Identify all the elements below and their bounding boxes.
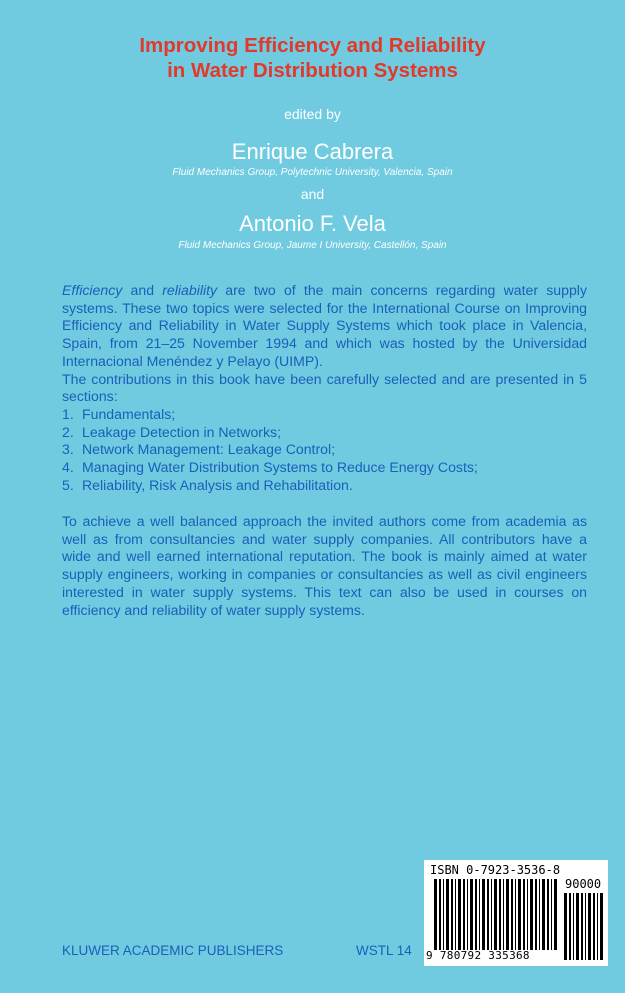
price-addon-digits: 90000 xyxy=(565,877,602,891)
contributions-paragraph: The contributions in this book have been carefully selected and are presented in 5 sections: xyxy=(62,370,587,405)
barcode-bar xyxy=(487,879,489,950)
barcode-bar xyxy=(458,879,461,950)
barcode-bar xyxy=(569,893,571,960)
barcode-bar xyxy=(585,893,586,960)
editor-affiliation-1: Fluid Mechanics Group, Polytechnic University, Valencia, Spain xyxy=(172,167,453,178)
barcode-bar xyxy=(554,879,557,950)
barcode-bar xyxy=(597,893,598,960)
list-item: 2. Leakage Detection in Networks; xyxy=(62,423,281,440)
intro-word-and: and xyxy=(130,282,155,298)
list-item: 3. Network Management: Leakage Control; xyxy=(62,441,336,458)
barcode-bar xyxy=(482,879,485,950)
series-code: WSTL 14 xyxy=(356,943,412,958)
barcode-bar xyxy=(511,879,513,950)
barcode-bar xyxy=(443,879,444,950)
list-item: 4. Managing Water Distribution Systems to Reduce Energy Costs; xyxy=(62,459,478,476)
ean-digits: 9 780792 335368 xyxy=(426,949,530,962)
editor-affiliation-2: Fluid Mechanics Group, Jaume I University, Castellón, Spain xyxy=(178,240,447,251)
barcode-bar xyxy=(530,879,533,950)
sections-list xyxy=(62,406,587,495)
barcode-bar xyxy=(523,879,525,950)
barcode-bar xyxy=(515,879,516,950)
barcode-bar xyxy=(547,879,549,950)
barcode-bar xyxy=(535,879,537,950)
barcode-bar xyxy=(494,879,497,950)
barcode xyxy=(424,860,608,966)
intro-word-reliability: reliability xyxy=(162,282,218,298)
intro-word-efficiency: Efficiency xyxy=(62,282,123,298)
barcode-bar xyxy=(470,879,473,950)
barcode-bar xyxy=(593,893,595,960)
barcode-bar xyxy=(455,879,456,950)
barcode-bar xyxy=(451,879,453,950)
list-item: 5. Reliability, Risk Analysis and Rehabilitation. xyxy=(62,476,353,493)
editor-name-2: Antonio F. Vela xyxy=(239,211,386,236)
barcode-bar xyxy=(564,893,567,960)
barcode-bar xyxy=(475,879,477,950)
barcode-bar xyxy=(499,879,501,950)
barcode-bar xyxy=(539,879,540,950)
barcode-bar xyxy=(467,879,468,950)
barcode-bar xyxy=(518,879,521,950)
barcode-bar xyxy=(527,879,528,950)
barcode-bar xyxy=(573,893,574,960)
intro-paragraph xyxy=(62,282,587,371)
barcode-bar xyxy=(491,879,492,950)
barcode-bar xyxy=(588,893,591,960)
barcode-bar xyxy=(581,893,583,960)
barcode-bar xyxy=(506,879,509,950)
barcode-bar xyxy=(463,879,465,950)
barcode-bar xyxy=(434,879,437,950)
barcode-bar xyxy=(542,879,545,950)
intro-rest: are two of the main concerns regarding water supply systems. These two topics were selected for the International Course on Improving Efficiency and Reliability in Water Supply Systems which took place in Valencia, Spain, from 21–25 November 1994 and which was hosted by the Universidad Internacional Menéndez y Pelayo (UIMP). xyxy=(62,282,587,369)
book-title xyxy=(0,33,625,83)
barcode-bar xyxy=(551,879,552,950)
barcode-bar xyxy=(439,879,441,950)
and-label: and xyxy=(300,186,325,202)
barcode-bar xyxy=(600,893,603,960)
closing-paragraph: To achieve a well balanced approach the invited authors come from academia as well as from consultancies and water supply companies. All contributors have a wide and well earned international reputation. The book is mainly aimed at water supply engineers, working in companies or consultancies as well as civil engineers interested in water supply systems. This text can also be used in courses on efficiency and reliability of water supply systems. xyxy=(62,513,587,618)
description-block xyxy=(62,282,587,494)
isbn-number: ISBN 0-7923-3536-8 xyxy=(430,863,561,877)
title-line-2: in Water Distribution Systems xyxy=(167,59,458,82)
list-item: 1. Fundamentals; xyxy=(62,405,176,422)
barcode-bar xyxy=(576,893,579,960)
barcode-bar xyxy=(503,879,504,950)
title-line-1: Improving Efficiency and Reliability xyxy=(139,34,486,57)
edited-by-label: edited by xyxy=(284,106,341,122)
barcode-bar xyxy=(446,879,449,950)
publisher-name: KLUWER ACADEMIC PUBLISHERS xyxy=(62,943,284,958)
barcode-bar xyxy=(479,879,480,950)
editor-name-1: Enrique Cabrera xyxy=(231,139,394,164)
